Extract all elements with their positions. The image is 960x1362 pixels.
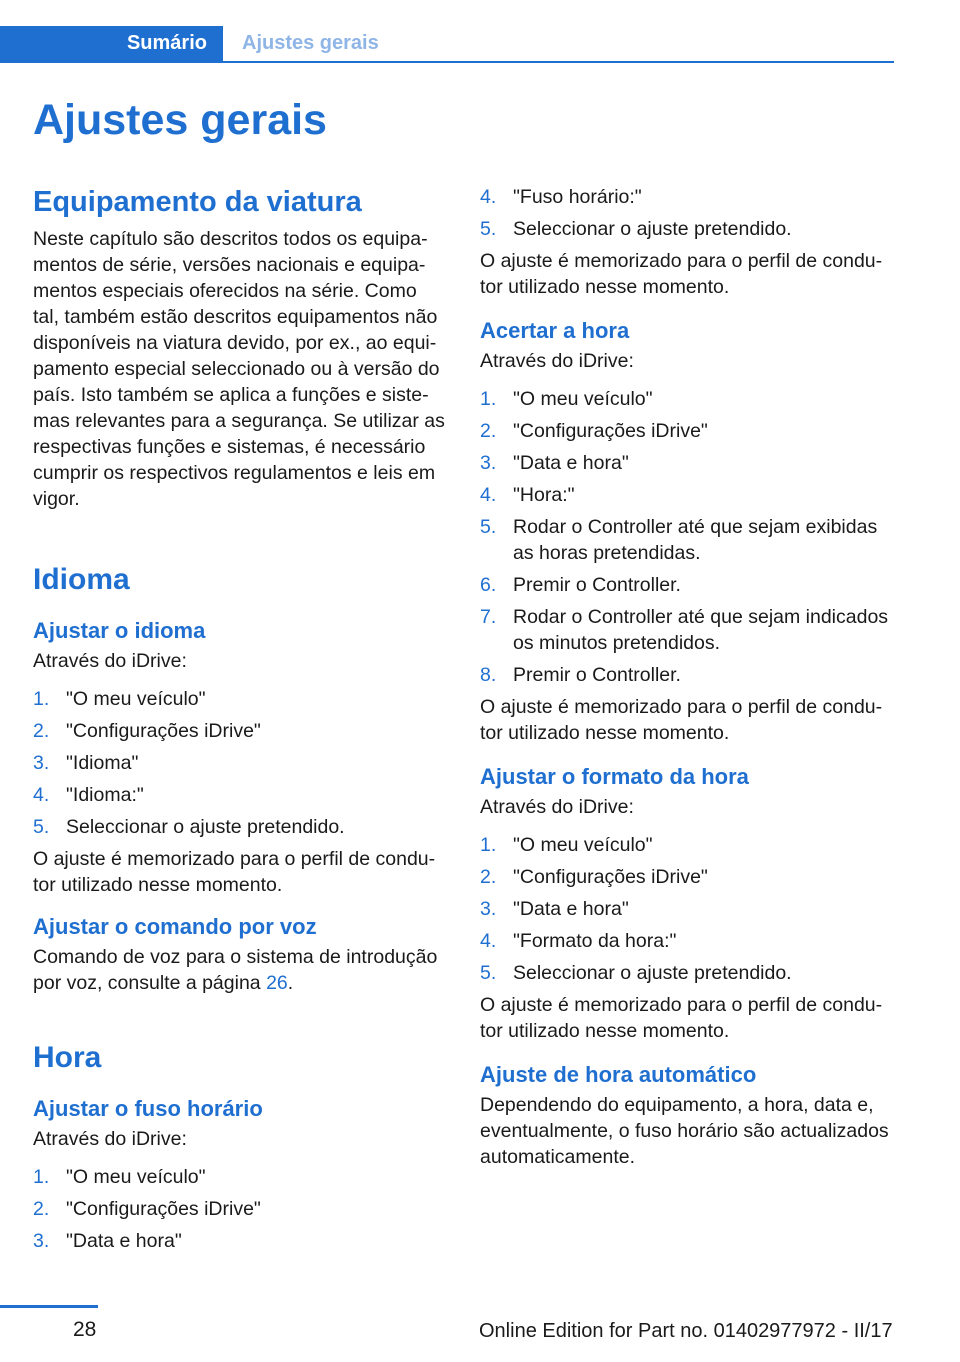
steps-timezone	[33, 1164, 447, 1254]
voice-command-text-end: .	[287, 972, 294, 994]
time-format-note: O ajuste é memorizado para o perfil de condutor utilizado nesse momento.	[480, 994, 883, 1042]
step-number: 8.	[480, 664, 497, 686]
list-item	[33, 1164, 447, 1190]
step-number: 1.	[33, 1166, 50, 1188]
step-text: Seleccionar o ajuste pretendido.	[513, 962, 792, 984]
step-text: "Hora:"	[513, 484, 575, 506]
list-item	[480, 482, 894, 508]
steps-timezone-continued	[480, 184, 894, 242]
list-item	[480, 450, 894, 476]
left-column	[33, 184, 447, 1254]
steps-set-time	[480, 386, 894, 688]
step-text: "Configurações iDrive"	[513, 866, 708, 888]
step-text: "Formato da hora:"	[513, 930, 677, 952]
step-text: "O meu veículo"	[66, 1166, 206, 1188]
list-item	[480, 662, 894, 688]
section-equipment-title: Equipamento da viatura	[33, 186, 362, 218]
step-text: Rodar o Controller até que sejam exibidas as horas pretendidas.	[513, 516, 878, 564]
list-item	[480, 572, 894, 598]
list-item	[33, 782, 447, 808]
tab-summary-label: Sumário	[126, 32, 207, 54]
step-text: Seleccionar o ajuste pretendido.	[513, 218, 792, 240]
set-language-note: O ajuste é memorizado para o perfil de condutor utilizado nesse momento.	[33, 848, 436, 896]
subsection-voice-command-title: Ajustar o comando por voz	[33, 914, 317, 939]
step-number: 4.	[480, 186, 497, 208]
step-text: "Configurações iDrive"	[66, 720, 261, 742]
list-item	[480, 960, 894, 986]
section-time-title: Hora	[33, 1041, 102, 1074]
list-item	[480, 832, 894, 858]
list-item	[480, 928, 894, 954]
step-number: 2.	[33, 720, 50, 742]
list-item	[33, 814, 447, 840]
top-navigation	[0, 26, 894, 63]
page-link[interactable]: 26	[266, 972, 288, 994]
list-item	[480, 386, 894, 412]
voice-command-text-body: Comando de voz para o sistema de introdução por voz, consulte a página	[33, 946, 438, 994]
list-item	[480, 216, 894, 242]
subsection-time-format-title: Ajustar o formato da hora	[480, 764, 749, 789]
list-item	[480, 514, 894, 566]
right-column	[480, 184, 894, 1170]
step-number: 2.	[33, 1198, 50, 1220]
subsection-time-format-intro: Através do iDrive:	[480, 796, 634, 818]
step-number: 6.	[480, 574, 497, 596]
step-number: 1.	[33, 688, 50, 710]
step-text: "O meu veículo"	[513, 388, 653, 410]
page-title: Ajustes gerais	[33, 96, 327, 144]
step-number: 4.	[480, 484, 497, 506]
step-number: 2.	[480, 420, 497, 442]
step-text: "Fuso horário:"	[513, 186, 642, 208]
subsection-set-language-title: Ajustar o idioma	[33, 618, 206, 643]
step-number: 1.	[480, 834, 497, 856]
step-number: 5.	[33, 816, 50, 838]
list-item	[480, 184, 894, 210]
auto-time-text: Dependendo do equipamento, a hora, data e, eventualmente, o fuso horário são actualizados automaticamente.	[480, 1094, 889, 1168]
list-item	[480, 418, 894, 444]
step-number: 4.	[33, 784, 50, 806]
step-text: "Configurações iDrive"	[513, 420, 708, 442]
footer-divider	[0, 1305, 98, 1308]
step-number: 4.	[480, 930, 497, 952]
step-number: 5.	[480, 516, 497, 538]
step-number: 5.	[480, 962, 497, 984]
subsection-timezone-intro: Através do iDrive:	[33, 1128, 187, 1150]
step-number: 3.	[480, 452, 497, 474]
list-item	[33, 686, 447, 712]
list-item	[480, 604, 894, 656]
section-language-title: Idioma	[33, 563, 130, 596]
step-number: 3.	[33, 752, 50, 774]
step-text: "Data e hora"	[66, 1230, 182, 1252]
step-text: "O meu veículo"	[513, 834, 653, 856]
list-item	[33, 750, 447, 776]
step-text: "O meu veículo"	[66, 688, 206, 710]
page-number: 28	[73, 1318, 97, 1341]
step-number: 3.	[480, 898, 497, 920]
step-number: 7.	[480, 606, 497, 628]
tab-summary[interactable]	[0, 26, 223, 61]
step-text: "Configurações iDrive"	[66, 1198, 261, 1220]
subsection-set-language-intro: Através do iDrive:	[33, 650, 187, 672]
subsection-timezone-title: Ajustar o fuso horário	[33, 1096, 263, 1121]
list-item	[480, 896, 894, 922]
step-text: "Idioma"	[66, 752, 139, 774]
step-number: 1.	[480, 388, 497, 410]
step-text: Premir o Controller.	[513, 574, 681, 596]
voice-command-text	[33, 944, 447, 996]
section-equipment-text: Neste capítulo são descritos todos os equipamentos de série, versões nacionais e equipamentos especiais oferecidos na série. Como tal, também estão descritos equipamentos não disponíveis na viatura devido, por ex., ao equipamento especial seleccionado ou à versão do país. Isto também se aplica a funções e sistemas relevantes para a segurança. Se utilizar as respectivas funções e sistemas, é necessário cumprir os respectivos regulamentos e leis em vigor.	[33, 228, 445, 510]
steps-set-language	[33, 686, 447, 840]
edition-note: Online Edition for Part no. 01402977972 - II/17	[479, 1320, 893, 1342]
step-number: 5.	[480, 218, 497, 240]
tab-section[interactable]: Ajustes gerais	[242, 32, 379, 54]
subsection-set-time-title: Acertar a hora	[480, 318, 630, 343]
steps-time-format	[480, 832, 894, 986]
list-item	[33, 1228, 447, 1254]
timezone-note: O ajuste é memorizado para o perfil de condutor utilizado nesse momento.	[480, 250, 883, 298]
list-item	[480, 864, 894, 890]
step-text: Premir o Controller.	[513, 664, 681, 686]
subsection-set-time-intro: Através do iDrive:	[480, 350, 634, 372]
step-text: "Data e hora"	[513, 452, 629, 474]
list-item	[33, 1196, 447, 1222]
step-text: "Data e hora"	[513, 898, 629, 920]
step-text: Rodar o Controller até que sejam indicados os minutos pretendidos.	[513, 606, 889, 654]
step-text: Seleccionar o ajuste pretendido.	[66, 816, 345, 838]
step-number: 2.	[480, 866, 497, 888]
list-item	[33, 718, 447, 744]
subsection-auto-time-title: Ajuste de hora automático	[480, 1062, 757, 1087]
step-text: "Idioma:"	[66, 784, 144, 806]
set-time-note: O ajuste é memorizado para o perfil de condutor utilizado nesse momento.	[480, 696, 883, 744]
step-number: 3.	[33, 1230, 50, 1252]
